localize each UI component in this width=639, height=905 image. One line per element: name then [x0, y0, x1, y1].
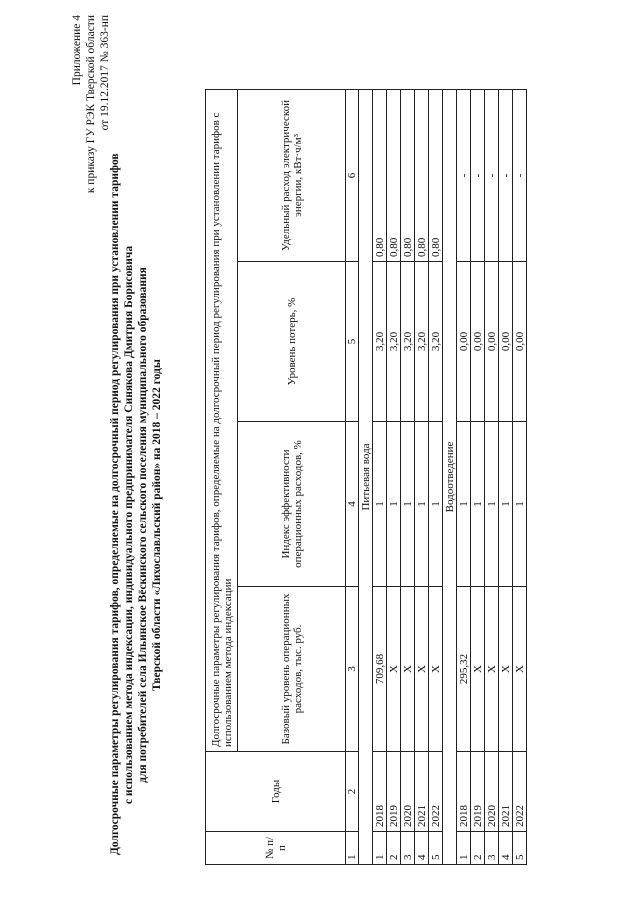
- row-base-level: X: [415, 587, 429, 752]
- table-row: [485, 89, 499, 864]
- order-date-number: от 19.12.2017 № 363-нп: [99, 15, 111, 131]
- order-reference: к приказу ГУ РЭК Тверской области: [85, 15, 97, 194]
- row-specific-energy: -: [499, 89, 513, 261]
- table-row: [513, 89, 527, 864]
- row-loss-level: 0,00: [499, 262, 513, 422]
- header-base-level: Базовый уровень операционных расходов, тыс. руб.: [238, 587, 346, 752]
- table-row: [457, 89, 471, 864]
- row-year: 2019: [471, 752, 485, 832]
- row-year: 2021: [415, 752, 429, 832]
- column-number: 1: [346, 832, 359, 865]
- row-loss-level: 3,20: [401, 262, 415, 422]
- row-base-level: X: [429, 587, 443, 752]
- section-title-wastewater: Водоотведение: [443, 89, 457, 864]
- row-base-level: 709,68: [373, 587, 387, 752]
- table-row: [429, 89, 443, 864]
- section-title-drinking-water: Питьевая вода: [359, 89, 373, 864]
- row-base-level: X: [401, 587, 415, 752]
- appendix-label: Приложение 4: [71, 15, 83, 86]
- row-efficiency-index: 1: [471, 422, 485, 587]
- row-base-level: X: [471, 587, 485, 752]
- column-number: 6: [346, 89, 359, 261]
- row-specific-energy: -: [471, 89, 485, 261]
- row-loss-level: 0,00: [513, 262, 527, 422]
- header-params-group: Долгосрочные параметры регулирования тарифов, определяемые на долгосрочный период регулирования при установлении тарифов с использованием метода индексации: [206, 89, 238, 751]
- row-specific-energy: -: [457, 89, 471, 261]
- row-year: 2021: [499, 752, 513, 832]
- row-efficiency-index: 1: [513, 422, 527, 587]
- row-base-level: X: [387, 587, 401, 752]
- column-number: 2: [346, 752, 359, 832]
- title-line-2: с использованием метода индексации, индивидуального предпринимателя Синякова Дмитрия Борисовича: [123, 245, 135, 805]
- header-specific-energy: Удельный расход электрической энергии, кВт·ч/м³: [238, 89, 346, 261]
- row-efficiency-index: 1: [373, 422, 387, 587]
- row-efficiency-index: 1: [401, 422, 415, 587]
- title-line-4: Тверской области «Лихославльский район» на 2018 – 2022 годы: [151, 359, 163, 691]
- row-loss-level: 3,20: [429, 262, 443, 422]
- row-specific-energy: 0,80: [415, 89, 429, 261]
- row-num: 5: [513, 832, 527, 865]
- row-specific-energy: 0,80: [387, 89, 401, 261]
- row-efficiency-index: 1: [387, 422, 401, 587]
- row-year: 2018: [457, 752, 471, 832]
- row-num: 5: [429, 832, 443, 865]
- row-efficiency-index: 1: [415, 422, 429, 587]
- row-num: 1: [373, 832, 387, 865]
- row-year: 2020: [401, 752, 415, 832]
- row-loss-level: 0,00: [457, 262, 471, 422]
- row-efficiency-index: 1: [499, 422, 513, 587]
- section-header-row: [359, 89, 373, 864]
- row-base-level: X: [513, 587, 527, 752]
- row-loss-level: 0,00: [485, 262, 499, 422]
- row-base-level: 295,32: [457, 587, 471, 752]
- row-num: 1: [457, 832, 471, 865]
- row-num: 4: [499, 832, 513, 865]
- row-loss-level: 0,00: [471, 262, 485, 422]
- row-num: 3: [485, 832, 499, 865]
- row-num: 4: [415, 832, 429, 865]
- column-number: 3: [346, 587, 359, 752]
- row-loss-level: 3,20: [415, 262, 429, 422]
- row-year: 2018: [373, 752, 387, 832]
- row-base-level: X: [499, 587, 513, 752]
- row-year: 2019: [387, 752, 401, 832]
- row-num: 3: [401, 832, 415, 865]
- row-loss-level: 3,20: [373, 262, 387, 422]
- row-specific-energy: 0,80: [429, 89, 443, 261]
- row-efficiency-index: 1: [429, 422, 443, 587]
- row-year: 2022: [513, 752, 527, 832]
- table-row: [373, 89, 387, 864]
- section-header-row: [443, 89, 457, 864]
- title-line-3: для потребителей села Ильинское Вёскинского сельского поселения муниципального образования: [137, 267, 149, 783]
- column-number: 5: [346, 262, 359, 422]
- table-row: [401, 89, 415, 864]
- title-line-1: Долгосрочные параметры регулирования тарифов, определяемые на долгосрочный период регулирования при установлении тарифов: [109, 153, 121, 855]
- appendix-reference: [70, 15, 112, 205]
- header-years: Годы: [206, 752, 346, 832]
- document-title: [108, 153, 164, 855]
- table-row: [499, 89, 513, 864]
- row-num: 2: [387, 832, 401, 865]
- table-row: [415, 89, 429, 864]
- row-num: 2: [471, 832, 485, 865]
- row-specific-energy: 0,80: [401, 89, 415, 261]
- header-efficiency-index: Индекс эффективности операционных расходов, %: [238, 422, 346, 587]
- table-row: [471, 89, 485, 864]
- row-efficiency-index: 1: [485, 422, 499, 587]
- header-loss-level: Уровень потерь, %: [238, 262, 346, 422]
- row-base-level: X: [485, 587, 499, 752]
- header-num: № п/п: [206, 832, 346, 865]
- row-loss-level: 3,20: [387, 262, 401, 422]
- row-efficiency-index: 1: [457, 422, 471, 587]
- row-year: 2022: [429, 752, 443, 832]
- column-number: 4: [346, 422, 359, 587]
- row-specific-energy: -: [485, 89, 499, 261]
- row-specific-energy: 0,80: [373, 89, 387, 261]
- tariff-parameters-table: [205, 89, 527, 865]
- table-row: [387, 89, 401, 864]
- row-specific-energy: -: [513, 89, 527, 261]
- row-year: 2020: [485, 752, 499, 832]
